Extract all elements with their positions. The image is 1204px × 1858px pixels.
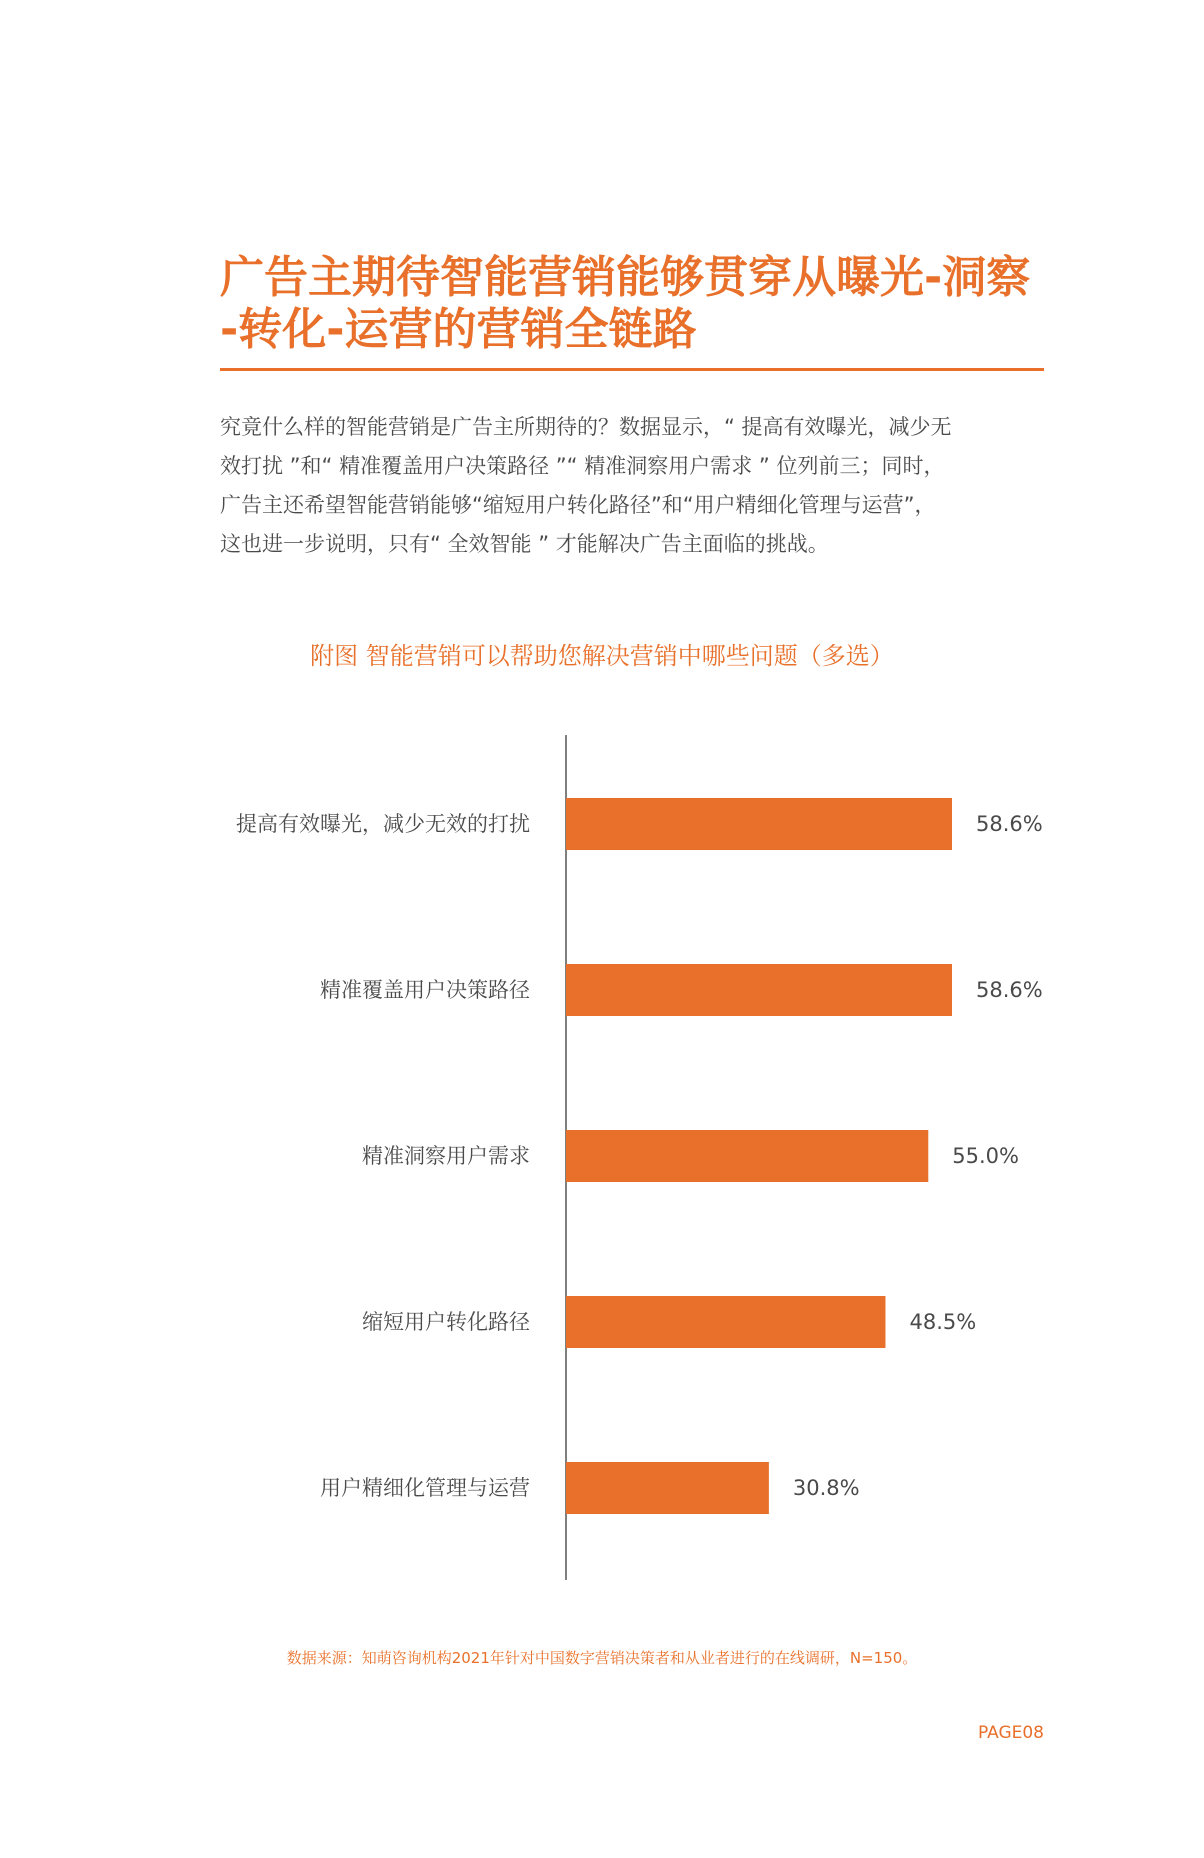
- category-label-1: 提高有效曝光，减少无效的打扰: [236, 812, 530, 836]
- bar-3: [566, 1130, 928, 1182]
- intro-line-3: 广告主还希望智能营销能够“缩短用户转化路径”和“用户精细化管理与运营”，: [220, 493, 936, 517]
- page-title-line-1: 广告主期待智能营销能够贯穿从曝光-洞察: [220, 252, 1031, 303]
- page-title-line-2: -转化-运营的营销全链路: [220, 304, 697, 355]
- category-label-2: 精准覆盖用户决策路径: [320, 978, 530, 1002]
- value-label-3: 55.0%: [952, 1144, 1020, 1168]
- bar-5: [566, 1462, 769, 1514]
- intro-line-2: 效打扰 ”和“ 精准覆盖用户决策路径 ”“ 精准洞察用户需求 ” 位列前三；同时，: [220, 454, 945, 478]
- chart-title: 附图 智能营销可以帮助您解决营销中哪些问题（多选）: [310, 642, 894, 670]
- category-label-3: 精准洞察用户需求: [362, 1144, 530, 1168]
- data-source-note: 数据来源：知萌咨询机构2021年针对中国数字营销决策者和从业者进行的在线调研，N=150。: [286, 1649, 918, 1667]
- category-label-4: 缩短用户转化路径: [362, 1310, 530, 1334]
- bar-1: [566, 798, 952, 850]
- value-label-4: 48.5%: [909, 1310, 977, 1334]
- value-label-2: 58.6%: [976, 978, 1043, 1002]
- category-label-5: 用户精细化管理与运营: [320, 1476, 530, 1500]
- value-label-5: 30.8%: [792, 1476, 860, 1500]
- intro-line-1: 究竟什么样的智能营销是广告主所期待的？数据显示，“ 提高有效曝光，减少无: [220, 415, 952, 439]
- value-label-1: 58.6%: [976, 812, 1043, 836]
- intro-line-4: 这也进一步说明，只有“ 全效智能 ” 才能解决广告主面临的挑战。: [220, 532, 829, 556]
- bar-4: [566, 1296, 885, 1348]
- bar-2: [566, 964, 952, 1016]
- page-number: PAGE08: [977, 1723, 1044, 1743]
